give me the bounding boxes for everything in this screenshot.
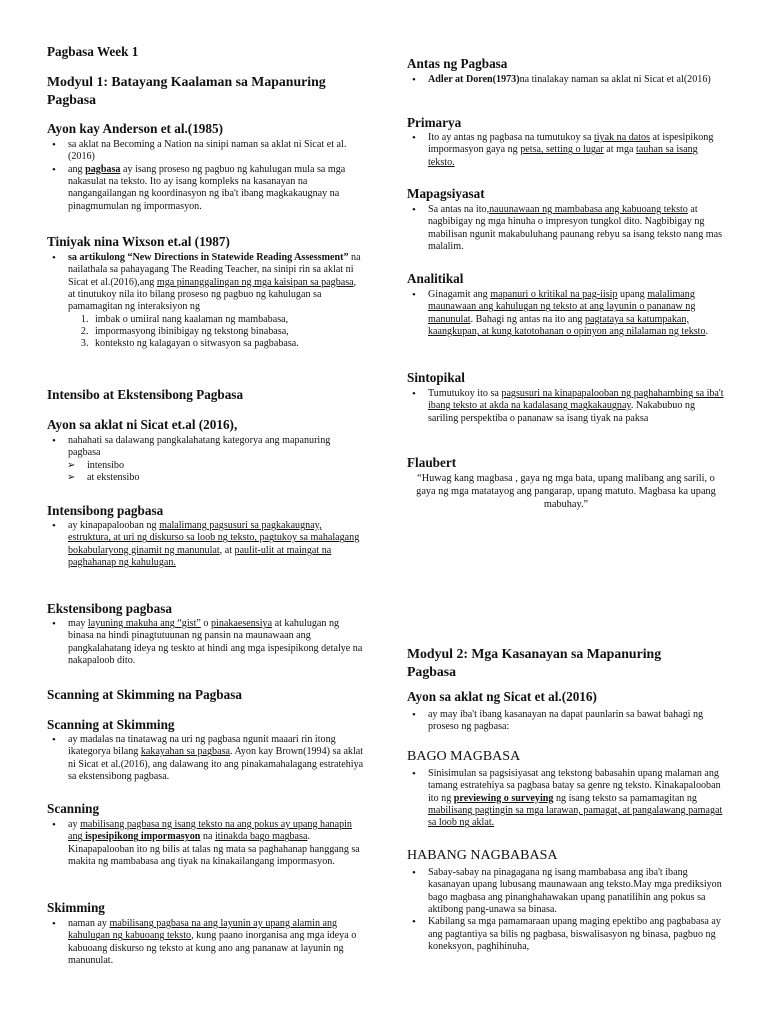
intensibo-ekstensibo-title: Intensibo at Ekstensibong Pagbasa xyxy=(47,387,244,402)
list-item: • may layuning makuha ang “gist” o pinakaesensiya at kahulugan ng binasa na hindi pinagtutuunan ng pansin na maunawaan ang pangkalahatang ideya ng teskto at hindi ang mga ispesipikong detalye na nakapaloob dito. xyxy=(47,618,365,667)
list-item: • ay madalas na tinatawag na uri ng pagbasa ngunit maaari rin itong ikategorya bilang kakayahan sa pagbasa. Ayon kay Brown(1994) sa aklat ni Sicat et al.(2016), ang dalawang ito ang pinakamahalagang estratehiya sa ekstensibong pagbasa. xyxy=(47,734,365,783)
list-item: • Sa antas na ito,nauunawaan ng mambabasa ang kabuoang teksto at nagbibigay ng mga hinuha o impresyon tungkol dito. Nagbibigay ng mabilisan ngunit makabuluhang paunang rebyu sa isang teksto nang mas malalim. xyxy=(407,204,725,253)
scan-skim-list xyxy=(47,734,365,783)
list-item: • ay kinapapalooban ng malalimang pagsusuri sa pagkakaugnay, estruktura, at uri ng diskurso sa loob ng teksto, pagtukoy sa mahalagang bokabularyong ginamit ng manunulat, at paulit-ulit at maingat na paghahanap ng kahulugan. xyxy=(47,520,365,569)
ekstensibong-heading: Ekstensibong pagbasa xyxy=(47,601,172,616)
list-item: • ay mabilisang pagbasa ng isang teksto na ang pokus ay upang hanapin ang ispesipikong impormasyon na itinakda bago magbasa. Kinapapalooban ito ng bilis at talas ng mata sa paghahanap hanggang sa makita ng mambabasa ang tiyak na kinakailangang impormasyon. xyxy=(47,819,365,868)
tiniyak-heading: Tiniyak nina Wixson et.al (1987) xyxy=(47,234,230,249)
modyul2-title: Modyul 2: Mga Kasanayan sa Mapanuring Pagbasa xyxy=(407,646,662,679)
ayon2-list xyxy=(407,709,725,734)
primarya-heading: Primarya xyxy=(407,115,462,130)
list-item: • naman ay mabilisang pagbasa na ang layunin ay upang alamin ang kahulugan ng kabuoang teksto, kung paano inorganisa ang mga ideya o kabuoang diskurso ng teksto at kung ano ang pananaw at layunin ng manunulat. xyxy=(47,918,365,967)
skimming-list xyxy=(47,918,365,967)
analitikal-list xyxy=(407,289,725,338)
bago-magbasa-heading: BAGO MAGBASA xyxy=(407,749,521,764)
scanning-skimming-title: Scanning at Skimming na Pagbasa xyxy=(47,687,242,702)
modyul1-title: Modyul 1: Batayang Kaalaman sa Mapanuring Pagbasa xyxy=(47,74,326,107)
list-item: • ang pagbasa ay isang proseso ng pagbuo ng kahulugan mula sa mga nakasulat na teksto. Ito ay isang kompleks na kasanayan na nangangailangan ng koordinasyon ng iba't ibang magkakaugnay na pinagmumulan ng impormasyon. xyxy=(47,164,365,213)
antas-list xyxy=(407,74,725,86)
intensibong-heading: Intensibong pagbasa xyxy=(47,503,164,518)
list-item: • Sabay-sabay na pinagagana ng isang mambabasa ang iba't ibang kasanayan upang lubusang maunawaan ang teksto.May mga prediksiyon bago magbasa ang pinanghahawakan upang panatilihin ang pokus sa aktibong pang-unawa sa binasa. xyxy=(407,867,725,916)
list-item: • Kabilang sa mga pamamaraan upang maging epektibo ang pagbabasa ay ang pagtantiya sa bilis ng pagbasa, biswalisasyon ng binasa, pagbuo ng koneksyon, paghihinuha, xyxy=(407,916,725,953)
list-item: • ay may iba't ibang kasanayan na dapat paunlarin sa bawat bahagi ng proseso ng pagbasa: xyxy=(407,709,725,734)
tiniyak-list xyxy=(47,252,365,351)
intensibong-list xyxy=(47,520,365,569)
anderson-heading: Ayon kay Anderson et al.(1985) xyxy=(47,121,223,136)
list-item: • Ito ay antas ng pagbasa na tumutukoy sa tiyak na datos at ispesipikong impormasyon gaya ng petsa, setting o lugar at mga tauhan sa isang teksto. xyxy=(407,132,725,169)
numbered-item: 2. impormasyong ibinibigay ng tekstong binabasa, xyxy=(91,326,365,338)
list-item: • Tumutukoy ito sa pagsusuri na kinapapalooban ng paghahambing sa iba't ibang teksto at akda na kadalasang magkakaugnay. Nakabubuo ng sariling perspektiba o pananaw sa isang tiyak na paksa xyxy=(407,388,725,425)
list-item: • Adler at Doren(1973)na tinalakay naman sa aklat ni Sicat et al(2016) xyxy=(407,74,725,86)
antas-heading: Antas ng Pagbasa xyxy=(407,56,508,71)
sintopikal-list xyxy=(407,388,725,425)
habang-list xyxy=(407,867,725,953)
skimming-heading: Skimming xyxy=(47,900,105,915)
analitikal-heading: Analitikal xyxy=(407,271,464,286)
keyword: pagbasa xyxy=(85,163,121,175)
ekstensibong-list xyxy=(47,618,365,667)
scan-skim-heading: Scanning at Skimming xyxy=(47,717,175,732)
flaubert-heading: Flaubert xyxy=(407,455,457,470)
arrow-item: ➢ intensibo xyxy=(67,460,365,472)
numbered-item: 3. konteksto ng kalagayan o sitwasyon sa pagbabasa. xyxy=(91,338,365,350)
ayon2-heading: Ayon sa aklat ng Sicat et al.(2016) xyxy=(407,689,597,704)
primarya-list xyxy=(407,132,725,169)
list-item: • Ginagamit ang mapanuri o kritikal na pag-iisip upang malalimang maunawaan ang kahulugan ng teksto at ang layunin o pananaw ng manunulat. Bahagi ng antas na ito ang pagtataya sa katumpakan, kaangkupan, at kung katotohanan o opinyon ang nilalaman ng teksto. xyxy=(407,289,725,338)
mapagsiyasat-list xyxy=(407,204,725,253)
anderson-list xyxy=(47,139,365,213)
bago-list xyxy=(407,768,725,830)
scanning-list xyxy=(47,819,365,868)
list-item: • sa artikulong “New Directions in Statewide Reading Assessment” na nailathala sa pahayagang The Reading Teacher, na sinipi rin sa aklat ni Sicat et al.(2016),ang mga pinanggalingan ng mga kaisipan sa pagbasa, at tinutukoy nila ito bilang proseso ng pagbuo ng kahulugan sa pamamagitan ng interaksiyon ng xyxy=(47,252,365,314)
sicat-list xyxy=(47,435,365,484)
habang-nagbabasa-heading: HABANG NAGBABASA xyxy=(407,848,558,863)
arrow-item: ➢ at ekstensibo xyxy=(67,472,365,484)
list-item: • sa aklat na Becoming a Nation na sinipi naman sa aklat ni Sicat et al.(2016) xyxy=(47,139,365,164)
week-title: Pagbasa Week 1 xyxy=(47,44,139,59)
sicat-heading: Ayon sa aklat ni Sicat et.al (2016), xyxy=(47,417,238,432)
mapagsiyasat-heading: Mapagsiyasat xyxy=(407,186,485,201)
sintopikal-heading: Sintopikal xyxy=(407,370,465,385)
list-item: • nahahati sa dalawang pangkalahatang kategorya ang mapanuring pagbasa xyxy=(47,435,365,460)
list-item: • Sinisimulan sa pagsisiyasat ang tekstong babasahin upang malaman ang tamang estratehiya sa pagbasa batay sa genre ng teksto. Kinakapalooban ito ng previewing o surveying ng isang teksto sa pamamagitan ng mabilisang pagtingin sa mga larawan, pamagat, at pangalawang pamagat sa loob ng aklat. xyxy=(407,768,725,830)
flaubert-quote: “Huwag kang magbasa , gaya ng mga bata, upang malibang ang sarili, o gaya ng mga matatayog ang pangarap, upang matuto. Magbasa ka upang mabuhay.” xyxy=(416,473,716,510)
numbered-item: 1. imbak o umiiral nang kaalaman ng mambabasa, xyxy=(91,314,365,326)
scanning-heading: Scanning xyxy=(47,801,100,816)
